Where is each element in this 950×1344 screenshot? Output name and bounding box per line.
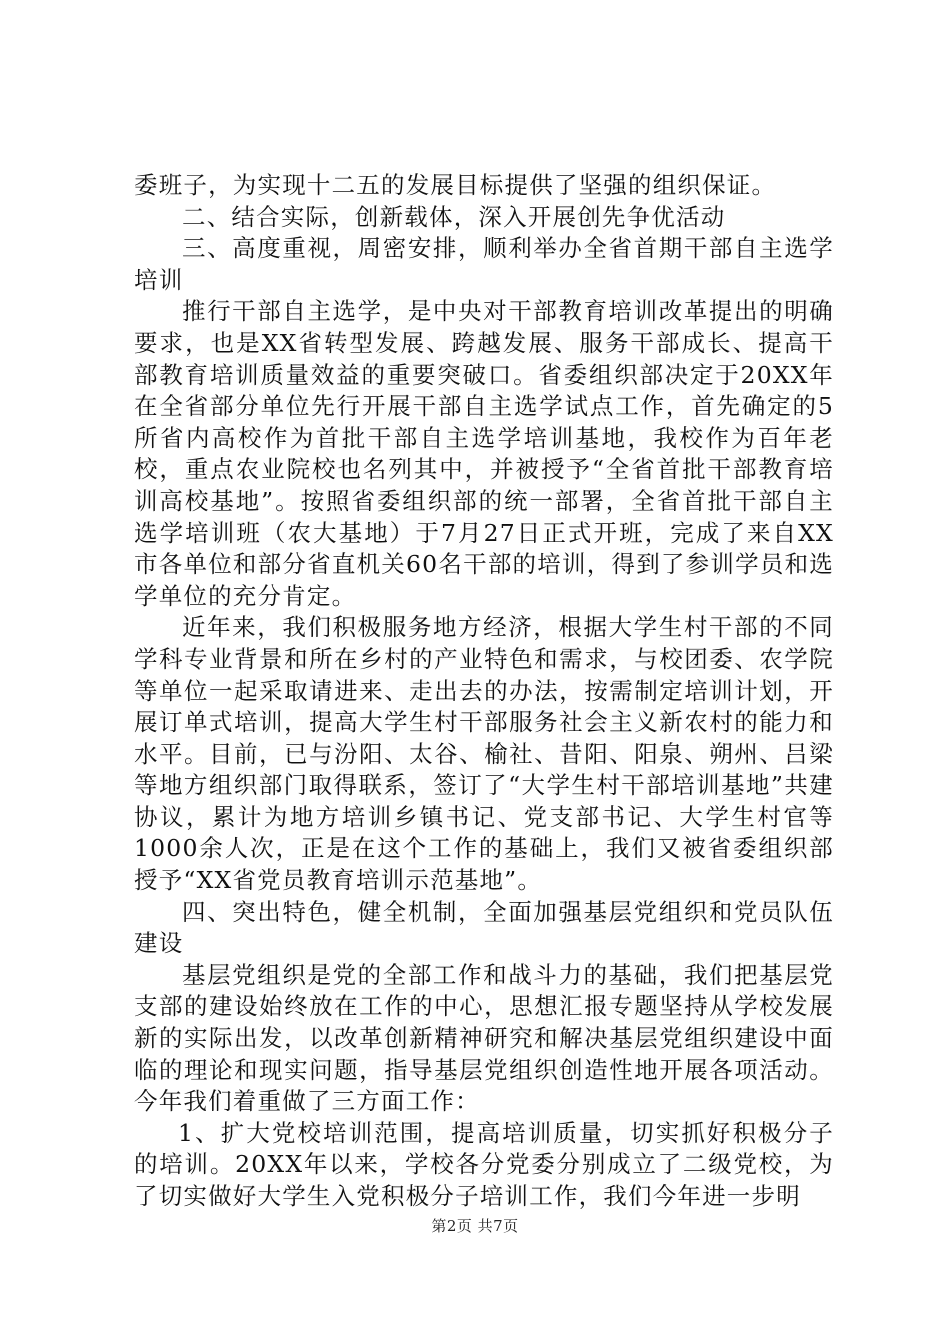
paragraph-village-cadre-training: 近年来，我们积极服务地方经济，根据大学生村干部的不同学科专业背景和所在乡村的产业特色和需求，与校团委、农学院等单位一起采取请进来、走出去的办法，按需制定培训计划，开展订单式培训，提高大学生村干部服务社会主义新农村的能力和水平。目前，已与汾阳、太谷、榆社、昔阳、阳泉、朔州、吕梁等地方组织部门取得联系，签订了“大学生村干部培训基地”共建协议，累计为地方培训乡镇书记、党支部书记、大学生村官等1000余人次，正是在这个工作的基础上，我们又被省委组织部授予“XX省党员教育培训示范基地”。 (134, 613, 834, 895)
section-heading-three: 三、高度重视，周密安排，顺利举办全省首期干部自主选学培训 (134, 234, 834, 294)
paragraph-grassroots-party: 基层党组织是党的全部工作和战斗力的基础，我们把基层党支部的建设始终放在工作的中心，思想汇报专题坚持从学校发展新的实际出发，以改革创新精神研究和解决基层党组织建设中面临的理论和现实问题，指导基层党组织创造性地开展各项活动。今年我们着重做了三方面工作： (134, 960, 834, 1116)
document-body (134, 170, 834, 1213)
paragraph-continuation: 委班子，为实现十二五的发展目标提供了坚强的组织保证。 (134, 171, 777, 199)
section-heading-four: 四、突出特色，健全机制，全面加强基层党组织和党员队伍建设 (134, 897, 834, 958)
paragraph-party-school: 1、扩大党校培训范围，提高培训质量，切实抓好积极分子的培训。20XX年以来，学校各分党委分别成立了二级党校，为了切实做好大学生入党积极分子培训工作，我们今年进一步明 (134, 1118, 834, 1210)
page-number-footer: 第2页 共7页 (431, 1217, 519, 1235)
section-heading-two: 二、结合实际，创新载体，深入开展创先争优活动 (182, 202, 726, 231)
paragraph-self-selected-training: 推行干部自主选学，是中央对干部教育培训改革提出的明确要求，也是XX省转型发展、跨越发展、服务干部成长、提高干部教育培训质量效益的重要突破口。省委组织部决定于20XX年在全省部分单位先行开展干部自主选学试点工作，首先确定的5所省内高校作为首批干部自主选学培训基地，我校作为百年老校，重点农业院校也名列其中，并被授予“全省首批干部教育培训高校基地”。按照省委组织部的统一部署，全省首批干部自主选学培训班（农大基地）于7月27日正式开班，完成了来自XX市各单位和部分省直机关60名干部的培训，得到了参训学员和选学单位的充分肯定。 (134, 297, 834, 610)
